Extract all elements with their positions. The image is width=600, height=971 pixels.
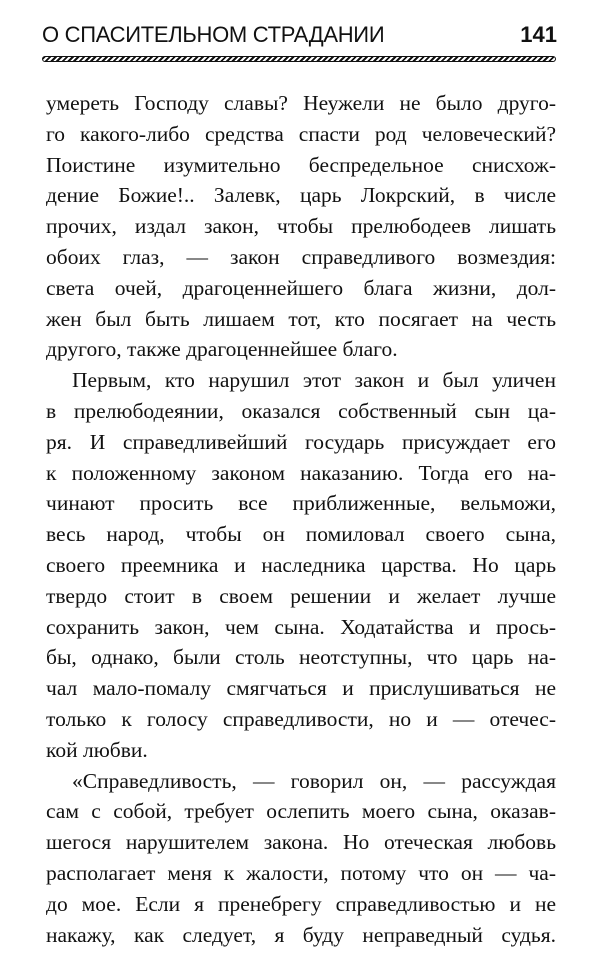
text-line: другого, также драгоценнейшее благо.: [46, 337, 398, 362]
text-line: в прелюбодеянии, оказался собственный сын ца-: [46, 398, 556, 423]
text-line: Первым, кто нарушил этот закон и был уличен: [72, 368, 556, 393]
text-line: располагает меня к жалости, потому что он — ча-: [46, 860, 556, 885]
text-line: дение Божие!.. Залевк, царь Локрский, в числе: [46, 183, 556, 208]
text-line: накажу, как следует, я буду неправедный судья.: [46, 922, 556, 947]
text-line: к положенному законом наказанию. Тогда его на-: [46, 460, 556, 485]
text-line: чинают просить все приближенные, вельможи,: [46, 491, 556, 516]
running-header: [42, 22, 557, 52]
text-line: жен был быть лишаем тот, кто посягает на честь: [46, 306, 556, 331]
text-line: обоих глаз, — закон справедливого возмездия:: [46, 244, 556, 269]
text-line: чал мало-помалу смягчаться и прислушиваться не: [46, 676, 556, 701]
text-line: Поистине изумительно беспредельное снисхож-: [46, 152, 556, 177]
paragraph-3: [46, 766, 556, 951]
page-number: 141: [520, 22, 557, 47]
text-line: только к голосу справедливости, но и — отечес-: [46, 706, 556, 731]
text-line: сам с собой, требует ослепить моего сына, оказав-: [46, 799, 556, 824]
text-line: прочих, издал закон, чтобы прелюбодеев лишать: [46, 214, 556, 239]
text-line: го какого-либо средства спасти род человеческий?: [46, 121, 556, 146]
text-line: кой любви.: [46, 737, 148, 762]
text-line: до мое. Если я пренебрегу справедливостью и не: [46, 891, 556, 916]
text-line: «Справедливость, — говорил он, — рассуждая: [72, 768, 556, 793]
running-title: О СПАСИТЕЛЬНОМ СТРАДАНИИ: [42, 22, 385, 47]
text-line: умереть Господу славы? Неужели не было друго-: [46, 91, 556, 115]
body-text: [46, 88, 556, 950]
text-line: сохранить закон, чем сына. Ходатайства и прось-: [46, 614, 556, 639]
text-line: ря. И справедливейший государь присуждает его: [46, 429, 556, 454]
paragraph-2: [46, 365, 556, 765]
text-line: шегося нарушителем закона. Но отеческая любовь: [46, 830, 556, 855]
text-line: света очей, драгоценнейшего блага жизни, дол-: [46, 275, 556, 300]
decorative-rope-rule: [42, 56, 556, 62]
text-line: твердо стоит в своем решении и желает лучше: [46, 583, 556, 608]
text-line: своего преемника и наследника царства. Но царь: [46, 552, 556, 577]
text-line: бы, однако, были столь неотступны, что царь на-: [46, 645, 556, 670]
paragraph-1: [46, 88, 556, 365]
text-line: весь народ, чтобы он помиловал своего сына,: [46, 522, 556, 547]
